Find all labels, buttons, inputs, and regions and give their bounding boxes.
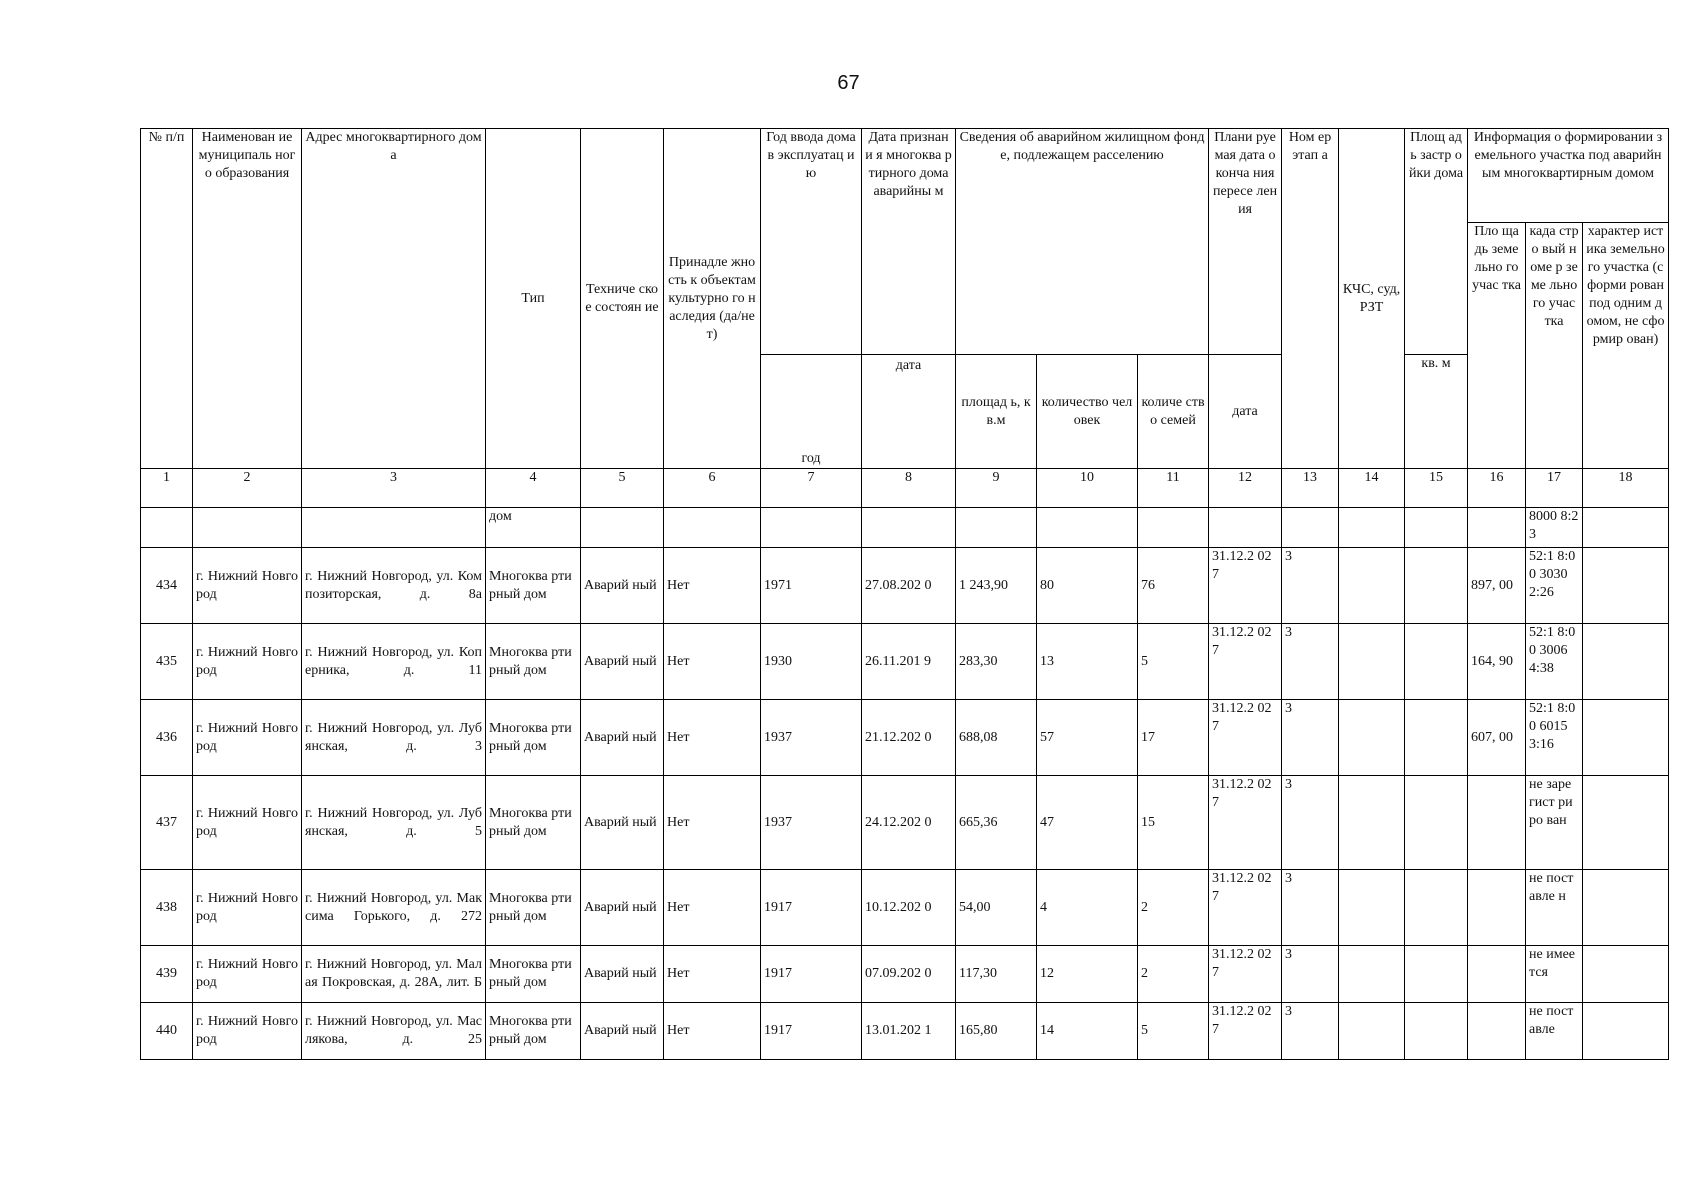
cell-land-area [1468, 1003, 1526, 1060]
cell-heritage: Нет [664, 548, 761, 624]
cell-year: 1937 [761, 776, 862, 870]
cell-kchs [1339, 946, 1405, 1003]
cell-build-area [1405, 548, 1468, 624]
cell-recognition-date: 27.08.202 0 [862, 548, 956, 624]
cell-heritage: Нет [664, 700, 761, 776]
table-row [141, 870, 1669, 946]
cell-year: 1917 [761, 870, 862, 946]
cell-land-char [1583, 1003, 1669, 1060]
header-num: № п/п [141, 129, 193, 469]
cell-plan-date: 31.12.2 027 [1209, 776, 1282, 870]
table-row [141, 946, 1669, 1003]
emergency-housing-table [140, 128, 1669, 1060]
cell-kchs [1339, 624, 1405, 700]
cell-tech-state: Аварий ный [581, 700, 664, 776]
cell-number: 439 [141, 946, 193, 1003]
cell-address: г. Нижний Новгород, ул. Композиторская, д. 8а [302, 548, 486, 624]
header-land-char: характер истика земельно го участка (сформи рован под одним домом, не сформир ован) [1583, 223, 1669, 469]
col-number: 17 [1526, 469, 1583, 508]
table-row [141, 776, 1669, 870]
cell-stage: 3 [1282, 700, 1339, 776]
cell-year: 1917 [761, 946, 862, 1003]
cell-stage: 3 [1282, 624, 1339, 700]
cell-stage: 3 [1282, 946, 1339, 1003]
col-number: 13 [1282, 469, 1339, 508]
cell-municipality: г. Нижний Новгород [193, 1003, 302, 1060]
cell-land-char [1583, 946, 1669, 1003]
cell-number: 434 [141, 548, 193, 624]
cell-build-area [1405, 776, 1468, 870]
col-number: 8 [862, 469, 956, 508]
cell-area: 283,30 [956, 624, 1037, 700]
col-number: 11 [1138, 469, 1209, 508]
cell-area: 54,00 [956, 870, 1037, 946]
cell-number: 437 [141, 776, 193, 870]
cell-type: Многоква ртирный дом [486, 624, 581, 700]
cell-families: 15 [1138, 776, 1209, 870]
cell-land-char [1583, 548, 1669, 624]
cell-land-char [1583, 776, 1669, 870]
cell-kchs [1339, 700, 1405, 776]
header-municipality: Наименован ие муниципаль ного образования [193, 129, 302, 469]
cell-people: 47 [1037, 776, 1138, 870]
cell-tech-state: Аварий ный [581, 870, 664, 946]
cell-build-area [1405, 946, 1468, 1003]
col-number: 7 [761, 469, 862, 508]
cell-plan-date: 31.12.2 027 [1209, 946, 1282, 1003]
cell-type: Многоква ртирный дом [486, 548, 581, 624]
cell-area: 665,36 [956, 776, 1037, 870]
cell-families: 5 [1138, 624, 1209, 700]
subheader-build-area-unit: кв. м [1405, 355, 1468, 469]
cell-year: 1917 [761, 1003, 862, 1060]
cell-plan-date: 31.12.2 027 [1209, 700, 1282, 776]
cell-address: г. Нижний Новгород, ул. Малая Покровская, д. 28А, лит. Б [302, 946, 486, 1003]
header-emergency-fund: Сведения об аварийном жилищном фонде, подлежащем расселению [956, 129, 1209, 355]
cell-municipality: г. Нижний Новгород [193, 870, 302, 946]
cell-land-area [1468, 870, 1526, 946]
col-number: 15 [1405, 469, 1468, 508]
col-number: 2 [193, 469, 302, 508]
cell-stage: 3 [1282, 870, 1339, 946]
cell-address: г. Нижний Новгород, ул. Маслякова, д. 25 [302, 1003, 486, 1060]
cell-municipality: г. Нижний Новгород [193, 776, 302, 870]
cell-heritage: Нет [664, 624, 761, 700]
cell-families: 2 [1138, 870, 1209, 946]
subheader-area: площад ь, кв.м [956, 355, 1037, 469]
cell-type: Многоква ртирный дом [486, 776, 581, 870]
cell-tech-state: Аварий ный [581, 548, 664, 624]
continuation-cadastral: 8000 8:23 [1526, 508, 1583, 548]
header-cadastral: када стро вый номе р земе льно го учас тка [1526, 223, 1583, 469]
cell-number: 436 [141, 700, 193, 776]
cell-municipality: г. Нижний Новгород [193, 624, 302, 700]
cell-heritage: Нет [664, 946, 761, 1003]
cell-kchs [1339, 1003, 1405, 1060]
cell-type: Многоква ртирный дом [486, 946, 581, 1003]
cell-recognition-date: 21.12.202 0 [862, 700, 956, 776]
cell-address: г. Нижний Новгород, ул. Лубянская, д. 3 [302, 700, 486, 776]
cell-kchs [1339, 870, 1405, 946]
col-number: 3 [302, 469, 486, 508]
cell-year: 1930 [761, 624, 862, 700]
cell-land-char [1583, 870, 1669, 946]
cell-plan-date: 31.12.2 027 [1209, 870, 1282, 946]
header-build-area: Площ адь застр ойки дома [1405, 129, 1468, 355]
cell-recognition-date: 10.12.202 0 [862, 870, 956, 946]
cell-families: 17 [1138, 700, 1209, 776]
cell-recognition-date: 26.11.201 9 [862, 624, 956, 700]
cell-area: 688,08 [956, 700, 1037, 776]
cell-tech-state: Аварий ный [581, 624, 664, 700]
cell-cadastral: 52:1 8:00 3006 4:38 [1526, 624, 1583, 700]
cell-recognition-date: 07.09.202 0 [862, 946, 956, 1003]
continuation-row [141, 508, 1669, 548]
table-row [141, 548, 1669, 624]
header-land-area: Пло щадь земе льно го учас тка [1468, 223, 1526, 469]
cell-area: 117,30 [956, 946, 1037, 1003]
cell-families: 5 [1138, 1003, 1209, 1060]
cell-land-area: 897, 00 [1468, 548, 1526, 624]
cell-cadastral: не заре гист риро ван [1526, 776, 1583, 870]
table-row [141, 1003, 1669, 1060]
cell-address: г. Нижний Новгород, ул. Максима Горького, д. 272 [302, 870, 486, 946]
col-number: 1 [141, 469, 193, 508]
cell-municipality: г. Нижний Новгород [193, 700, 302, 776]
cell-municipality: г. Нижний Новгород [193, 946, 302, 1003]
cell-cadastral: 52:1 8:00 6015 3:16 [1526, 700, 1583, 776]
cell-families: 76 [1138, 548, 1209, 624]
header-year: Год ввода дома в эксплуатац ию [761, 129, 862, 355]
cell-heritage: Нет [664, 870, 761, 946]
col-number: 14 [1339, 469, 1405, 508]
col-number: 6 [664, 469, 761, 508]
col-number: 9 [956, 469, 1037, 508]
cell-cadastral: не пост авле н [1526, 870, 1583, 946]
subheader-families: количе ство семей [1138, 355, 1209, 469]
subheader-plan-date: дата [1209, 355, 1282, 469]
header-stage: Ном ер этап а [1282, 129, 1339, 469]
cell-stage: 3 [1282, 776, 1339, 870]
cell-build-area [1405, 870, 1468, 946]
table-row [141, 700, 1669, 776]
cell-people: 4 [1037, 870, 1138, 946]
cell-plan-date: 31.12.2 027 [1209, 1003, 1282, 1060]
cell-cadastral: не пост авле [1526, 1003, 1583, 1060]
cell-people: 12 [1037, 946, 1138, 1003]
header-planned-date: Плани руемая дата оконча ния пересе ления [1209, 129, 1282, 355]
col-number: 5 [581, 469, 664, 508]
column-numbers-row [141, 469, 1669, 508]
cell-build-area [1405, 1003, 1468, 1060]
subheader-year: год [761, 355, 862, 469]
header-heritage: Принадле жность к объектам культурно го наследия (да/нет) [664, 129, 761, 469]
cell-address: г. Нижний Новгород, ул. Коперника, д. 11 [302, 624, 486, 700]
cell-plan-date: 31.12.2 027 [1209, 548, 1282, 624]
cell-tech-state: Аварий ный [581, 946, 664, 1003]
header-land-info: Информация о формировании земельного участка под аварийным многоквартирным домом [1468, 129, 1669, 223]
cell-kchs [1339, 776, 1405, 870]
cell-number: 438 [141, 870, 193, 946]
col-number: 18 [1583, 469, 1669, 508]
cell-land-area [1468, 776, 1526, 870]
cell-municipality: г. Нижний Новгород [193, 548, 302, 624]
cell-cadastral: не имее тся [1526, 946, 1583, 1003]
cell-tech-state: Аварий ный [581, 1003, 664, 1060]
cell-recognition-date: 24.12.202 0 [862, 776, 956, 870]
cell-people: 14 [1037, 1003, 1138, 1060]
header-kchs: КЧС, суд, РЗТ [1339, 129, 1405, 469]
cell-heritage: Нет [664, 1003, 761, 1060]
col-number: 10 [1037, 469, 1138, 508]
cell-land-area [1468, 946, 1526, 1003]
cell-recognition-date: 13.01.202 1 [862, 1003, 956, 1060]
cell-land-area: 607, 00 [1468, 700, 1526, 776]
cell-heritage: Нет [664, 776, 761, 870]
col-number: 12 [1209, 469, 1282, 508]
cell-people: 80 [1037, 548, 1138, 624]
cell-number: 440 [141, 1003, 193, 1060]
cell-people: 57 [1037, 700, 1138, 776]
cell-land-char [1583, 700, 1669, 776]
cell-area: 1 243,90 [956, 548, 1037, 624]
cell-stage: 3 [1282, 1003, 1339, 1060]
cell-build-area [1405, 700, 1468, 776]
header-recognition-date: Дата признани я многоква ртирного дома аварийны м [862, 129, 956, 355]
header-tech-state: Техниче ское состоян ие [581, 129, 664, 469]
cell-families: 2 [1138, 946, 1209, 1003]
page-number: 67 [837, 72, 860, 94]
cell-kchs [1339, 548, 1405, 624]
data-rows [141, 548, 1669, 1060]
cell-land-area: 164, 90 [1468, 624, 1526, 700]
subheader-date: дата [862, 355, 956, 469]
cell-area: 165,80 [956, 1003, 1037, 1060]
cell-address: г. Нижний Новгород, ул. Лубянская, д. 5 [302, 776, 486, 870]
cell-build-area [1405, 624, 1468, 700]
cell-year: 1937 [761, 700, 862, 776]
cell-type: Многоква ртирный дом [486, 870, 581, 946]
cell-year: 1971 [761, 548, 862, 624]
header-address: Адрес многоквартирного дома [302, 129, 486, 469]
continuation-type: дом [486, 508, 581, 548]
col-number: 16 [1468, 469, 1526, 508]
header-type: Тип [486, 129, 581, 469]
cell-stage: 3 [1282, 548, 1339, 624]
cell-tech-state: Аварий ный [581, 776, 664, 870]
cell-type: Многоква ртирный дом [486, 700, 581, 776]
subheader-people: количество человек [1037, 355, 1138, 469]
cell-people: 13 [1037, 624, 1138, 700]
cell-plan-date: 31.12.2 027 [1209, 624, 1282, 700]
table-row [141, 624, 1669, 700]
cell-land-char [1583, 624, 1669, 700]
col-number: 4 [486, 469, 581, 508]
cell-cadastral: 52:1 8:00 3030 2:26 [1526, 548, 1583, 624]
cell-number: 435 [141, 624, 193, 700]
cell-type: Многоква ртирный дом [486, 1003, 581, 1060]
